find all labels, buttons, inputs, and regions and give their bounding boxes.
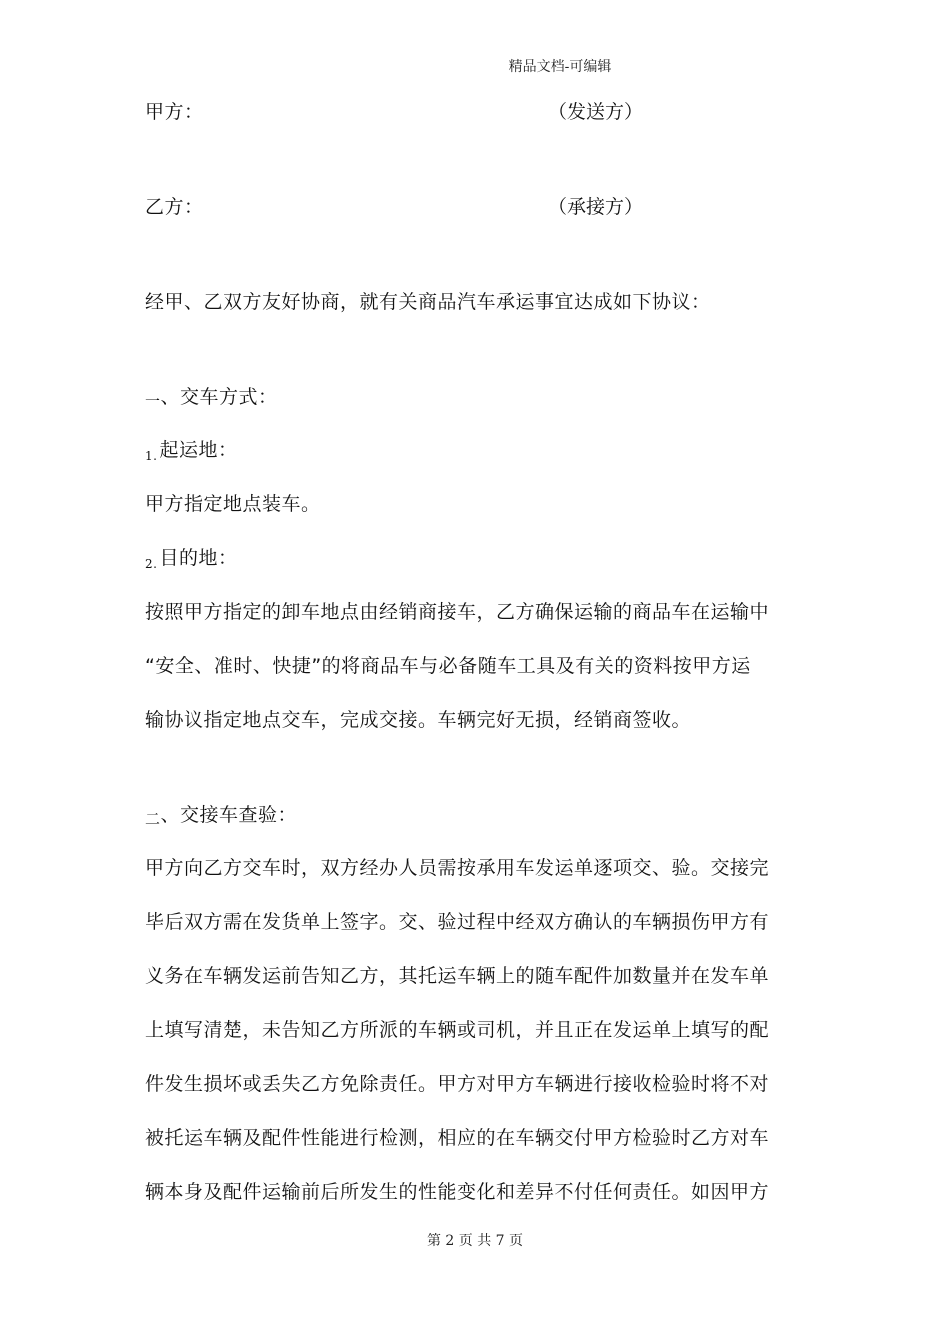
page-header-watermark: 精品文档-可编辑 [508,59,612,75]
section-2-heading [145,803,297,831]
item-1-text: 甲方指定地点装车。 [145,493,321,515]
section-2-text-line: 上填写清楚，未告知乙方所派的车辆或司机，并且正在发运单上填写的配 [145,1019,770,1041]
party-b-role: （承接方） [548,196,644,218]
party-a-role: （发送方） [548,101,644,123]
section-1-number: 一 [145,392,161,410]
page-number-footer: 第 2 页 共 7 页 [426,1233,524,1249]
section-2-text-line: 件发生损坏或丢失乙方免除责任。甲方对甲方车辆进行接收检验时将不对 [145,1073,770,1095]
section-1-heading [145,385,278,413]
section-2-text-line: 被托运车辆及配件性能进行检测，相应的在车辆交付甲方检验时乙方对车 [145,1127,770,1149]
item-2-text-line: 按照甲方指定的卸车地点由经销商接车，乙方确保运输的商品车在运输中 [145,601,770,623]
section-2-text-line: 辆本身及配件运输前后所发生的性能变化和差异不付任何责任。如因甲方 [145,1181,770,1203]
section-2-title: 、交接车查验： [160,804,298,826]
item-2-number: 2. [145,557,158,571]
item-2-text-line: 输协议指定地点交车，完成交接。车辆完好无损，经销商签收。 [145,709,692,731]
party-b-label: 乙方： [145,196,204,218]
party-a-label: 甲方： [145,101,204,123]
item-2-label: 目的地： [159,547,238,569]
intro-paragraph: 经甲、乙双方友好协商，就有关商品汽车承运事宜达成如下协议： [145,291,711,313]
item-1-number: 1. [145,449,158,463]
section-1-item-1 [145,438,237,468]
section-2-text-line: 毕后双方需在发货单上签字。交、验过程中经双方确认的车辆损伤甲方有 [145,911,770,933]
section-2-text-line: 义务在车辆发运前告知乙方，其托运车辆上的随车配件加数量并在发车单 [145,965,770,987]
section-1-item-2 [145,546,237,576]
section-2-number: 二 [145,810,161,828]
section-1-title: 、交车方式： [160,386,278,408]
item-2-text-line: “安全、准时、快捷”的将商品车与必备随车工具及有关的资料按甲方运 [145,655,751,677]
item-1-label: 起运地： [159,439,238,461]
section-2-text-line: 甲方向乙方交车时，双方经办人员需按承用车发运单逐项交、验。交接完 [145,857,770,879]
